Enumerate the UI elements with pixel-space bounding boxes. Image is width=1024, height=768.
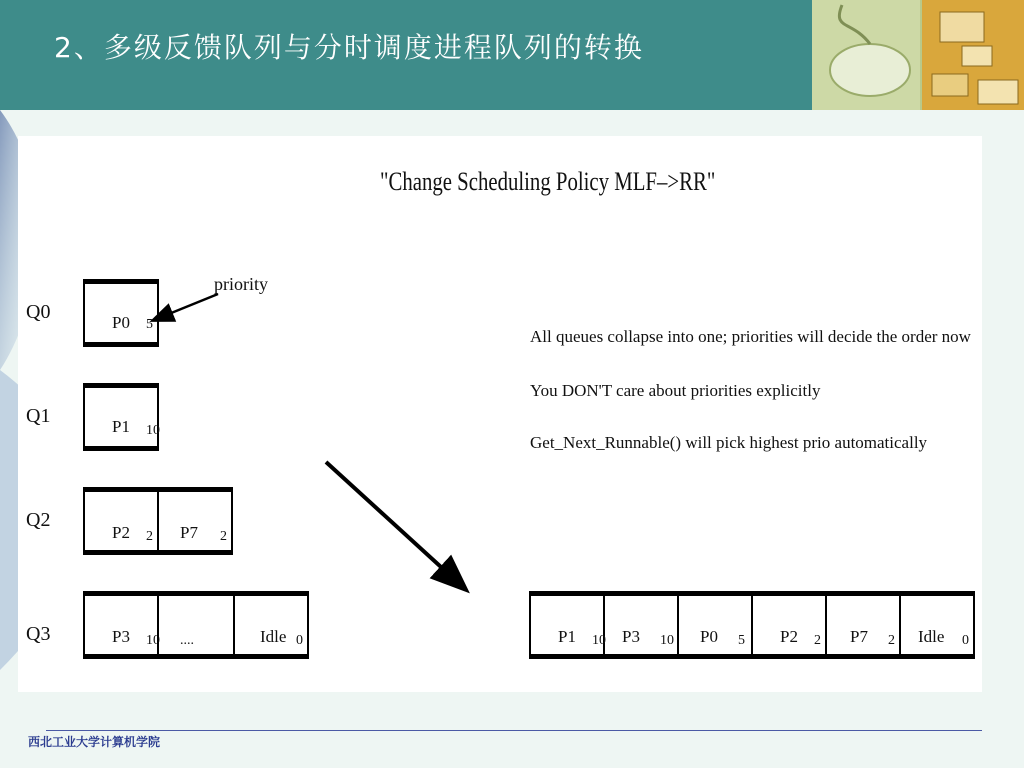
queue-label-q3: Q3 xyxy=(26,623,51,645)
priority-annotation: priority xyxy=(214,274,268,294)
process-name: .... xyxy=(180,633,194,648)
process-name: P1 xyxy=(112,417,130,436)
process-priority: 10 xyxy=(146,423,160,438)
queue-cell xyxy=(158,592,234,658)
queue-cell xyxy=(158,488,232,554)
queue-cell xyxy=(84,384,160,450)
result-process-priority: 0 xyxy=(962,633,969,648)
queue-cell xyxy=(84,592,308,658)
process-name: Idle xyxy=(260,627,287,646)
process-name: P0 xyxy=(112,313,130,332)
footer-divider xyxy=(46,730,982,731)
result-process-name: P0 xyxy=(700,627,718,646)
mouse-and-keyboard-icon xyxy=(812,0,1024,110)
diagram-panel xyxy=(18,136,982,692)
merged-queue xyxy=(530,592,974,658)
slide-header xyxy=(0,0,1024,110)
result-process-priority: 10 xyxy=(660,633,674,648)
diagram-title: "Change Scheduling Policy MLF–>RR" xyxy=(380,167,716,197)
queue-label-q1: Q1 xyxy=(26,405,51,427)
process-name: P3 xyxy=(112,627,130,646)
queue-cell xyxy=(84,280,158,346)
slide-title: 2、多级反馈队列与分时调度进程队列的转换 xyxy=(54,31,644,64)
process-priority: 2 xyxy=(146,529,153,544)
process-name: P7 xyxy=(180,523,198,542)
result-process-name: P7 xyxy=(850,627,868,646)
result-process-priority: 10 xyxy=(592,633,606,648)
queue-cell xyxy=(234,592,308,658)
process-priority: 10 xyxy=(146,633,160,648)
queue-label-q2: Q2 xyxy=(26,509,51,531)
note-line: Get_Next_Runnable() will pick highest prio automatically xyxy=(530,433,928,452)
result-process-name: P3 xyxy=(622,627,640,646)
process-priority: 5 xyxy=(146,317,153,332)
scheduling-diagram xyxy=(18,136,982,692)
note-line: All queues collapse into one; priorities will decide the order now xyxy=(530,327,971,346)
note-line: You DON'T care about priorities explicitly xyxy=(530,381,821,400)
queue-label-q0: Q0 xyxy=(26,301,51,323)
transition-arrow xyxy=(326,462,464,588)
priority-pointer-arrow xyxy=(154,294,218,320)
result-process-name: Idle xyxy=(918,627,945,646)
footer-institution: 西北工业大学计算机学院 xyxy=(28,735,161,749)
result-process-priority: 5 xyxy=(738,633,745,648)
process-priority: 2 xyxy=(220,529,227,544)
process-name: P2 xyxy=(112,523,130,542)
result-process-priority: 2 xyxy=(814,633,821,648)
result-process-name: P1 xyxy=(558,627,576,646)
process-priority: 0 xyxy=(296,633,303,648)
result-process-name: P2 xyxy=(780,627,798,646)
result-process-priority: 2 xyxy=(888,633,895,648)
